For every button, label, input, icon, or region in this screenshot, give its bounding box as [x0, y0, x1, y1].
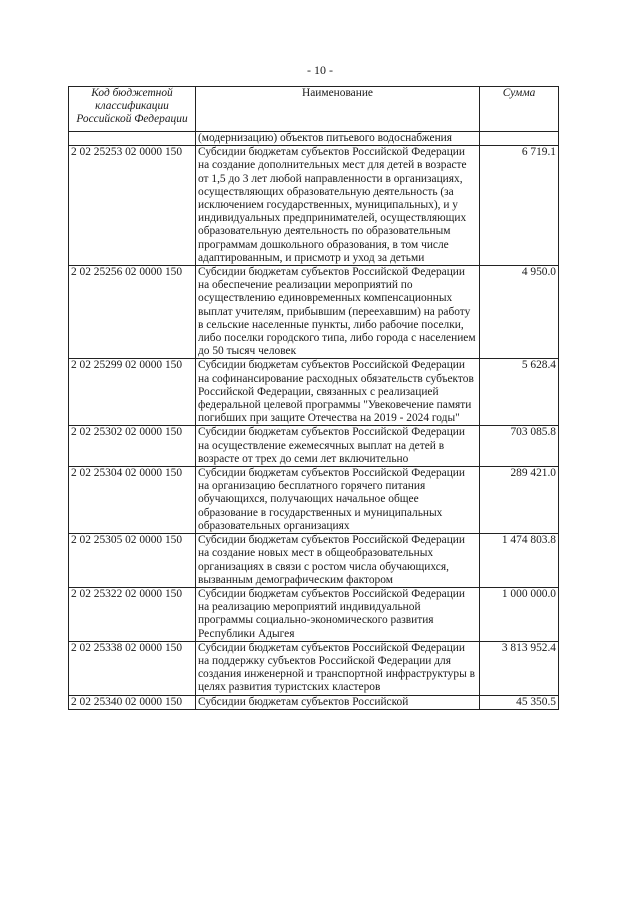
row-name: Субсидии бюджетам субъектов Российской Федерации на организацию бесплатного горячего питания обучающихся, получающих начальное общее образование в государственных и муниципальных образовательных организациях — [196, 467, 480, 534]
row-sum: 45 350.5 — [480, 695, 559, 709]
row-code: 2 02 25253 02 0000 150 — [69, 146, 196, 266]
row-code: 2 02 25302 02 0000 150 — [69, 426, 196, 467]
continuation-sum-cell — [480, 132, 559, 146]
row-sum: 3 813 952.4 — [480, 641, 559, 695]
row-code: 2 02 25305 02 0000 150 — [69, 534, 196, 588]
row-name: Субсидии бюджетам субъектов Российской Федерации на софинансирование расходных обязательств субъектов Российской Федерации, связанных с реализацией федеральной целевой программы "Увековечение памяти погибших при защите Отечества на 2019 - 2024 годы" — [196, 359, 480, 426]
row-sum: 5 628.4 — [480, 359, 559, 426]
row-name: Субсидии бюджетам субъектов Российской Федерации на создание дополнительных мест для детей в возрасте от 1,5 до 3 лет любой направленности в организациях, осуществляющих образовательную деятельность (за исключением государственных, муниципальных), и у индивидуальных предпринимателей, осуществляющих образовательную деятельность по образовательным программам дошкольного образования, в том числе адаптированным, и присмотр и уход за детьми — [196, 146, 480, 266]
row-name: Субсидии бюджетам субъектов Российской Федерации на осуществление ежемесячных выплат на детей в возрасте от трех до семи лет включительно — [196, 426, 480, 467]
table-row — [69, 146, 559, 266]
table-row — [69, 467, 559, 534]
row-code: 2 02 25299 02 0000 150 — [69, 359, 196, 426]
table-row — [69, 266, 559, 359]
row-name: Субсидии бюджетам субъектов Российской — [196, 695, 480, 709]
table-row — [69, 359, 559, 426]
table-row — [69, 587, 559, 641]
row-sum: 289 421.0 — [480, 467, 559, 534]
continuation-text: (модернизацию) объектов питьевого водоснабжения — [196, 132, 480, 146]
header-name: Наименование — [196, 87, 480, 132]
header-sum: Сумма — [480, 87, 559, 132]
page-number: - 10 - — [307, 63, 333, 77]
row-name: Субсидии бюджетам субъектов Российской Федерации на обеспечение реализации мероприятий по осуществлению единовременных компенсационных выплат учителям, прибывшим (переехавшим) на работу в сельские населенные пункты, либо рабочие поселки, либо поселки городского типа, либо города с населением до 50 тысяч человек — [196, 266, 480, 359]
continuation-row — [69, 132, 559, 146]
table-row — [69, 426, 559, 467]
row-code: 2 02 25322 02 0000 150 — [69, 587, 196, 641]
budget-table — [68, 86, 559, 710]
row-sum: 1 000 000.0 — [480, 587, 559, 641]
table-row — [69, 695, 559, 709]
table-header-row — [69, 87, 559, 132]
row-sum: 4 950.0 — [480, 266, 559, 359]
row-sum: 703 085.8 — [480, 426, 559, 467]
row-code: 2 02 25340 02 0000 150 — [69, 695, 196, 709]
row-sum: 1 474 803.8 — [480, 534, 559, 588]
row-name: Субсидии бюджетам субъектов Российской Федерации на создание новых мест в общеобразовательных организациях в связи с ростом числа обучающихся, вызванным демографическим фактором — [196, 534, 480, 588]
table-row — [69, 641, 559, 695]
header-code: Код бюджетной классификации Российской Федерации — [69, 87, 196, 132]
row-code: 2 02 25304 02 0000 150 — [69, 467, 196, 534]
row-code: 2 02 25256 02 0000 150 — [69, 266, 196, 359]
row-code: 2 02 25338 02 0000 150 — [69, 641, 196, 695]
row-name: Субсидии бюджетам субъектов Российской Федерации на поддержку субъектов Российской Федерации для создания инженерной и транспортной инфраструктуры в целях развития туристских кластеров — [196, 641, 480, 695]
row-sum: 6 719.1 — [480, 146, 559, 266]
row-name: Субсидии бюджетам субъектов Российской Федерации на реализацию мероприятий индивидуальной программы социально-экономического развития Республики Адыгея — [196, 587, 480, 641]
continuation-code-cell — [69, 132, 196, 146]
table-row — [69, 534, 559, 588]
